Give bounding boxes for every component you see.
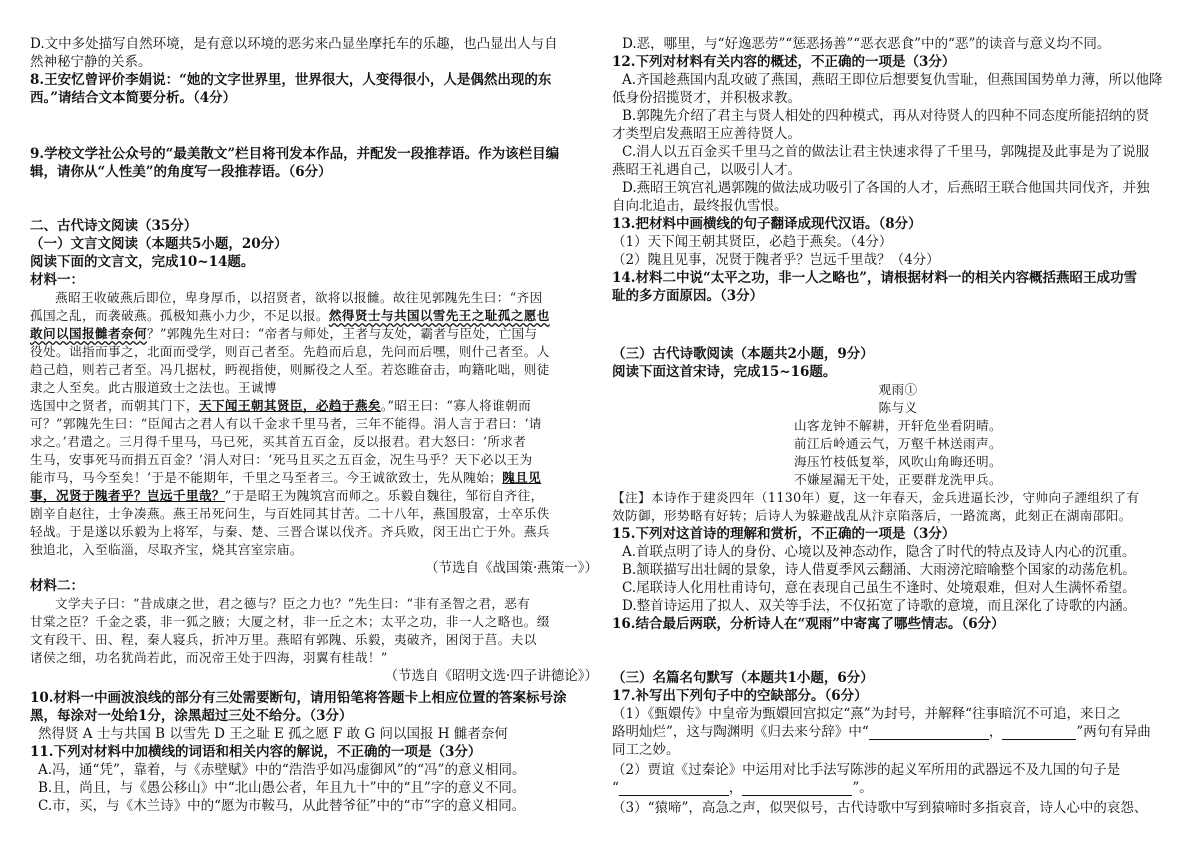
- question-12: 12.下列对材料有关内容的概述，不正确的一项是（3分）: [612, 54, 956, 70]
- poem-author: 陈与义: [878, 400, 918, 415]
- answer-blank[interactable]: [619, 783, 729, 796]
- question-12-option-b-cont: 才类型启发燕昭王应善待贤人。: [612, 126, 801, 142]
- wavy-underline-segment: 敢问以国报雠者奈何: [30, 326, 147, 341]
- subsection-heading-4: （三）名篇名句默写（本题共1小题，6分）: [612, 670, 874, 686]
- poem-line: 山客龙钟不解耕，开轩危坐看阴晴。: [794, 418, 1002, 433]
- classical-text-line: 燕昭王收破燕后即位，卑身厚币，以招贤者，欲将以报雠。故往见郭隗先生曰：“齐因: [55, 290, 543, 305]
- section-heading-2: 二、古代诗文阅读（35分）: [30, 218, 198, 234]
- question-13-item-1: （1）天下闻王朝其贤臣，必趋于燕矣。（4分）: [612, 234, 893, 250]
- classical-text-line: 趋己趋，则若己者至。冯几据杖，眄视指使，则厮役之人至。若恣睢奋击，呴籍叱咄，则徒: [30, 362, 550, 377]
- question-10: 10.材料一中画波浪线的部分有三处需要断句，请用铅笔将答题卡上相应位置的答案标号涂: [30, 690, 567, 706]
- poem-title: 观雨①: [878, 382, 918, 397]
- classical-text-line: 独追北，入至临淄，尽取齐宝，烧其宫室宗庙。: [30, 542, 303, 557]
- classical-text-line: 求之。’君遣之。三月得千里马，马已死，买其首五百金，反以报君。君大怒曰：‘所求者: [30, 434, 527, 449]
- question-12-option-a-cont: 低身份招揽贤才，并积极求教。: [612, 90, 801, 106]
- instruction-3: 阅读下面这首宋诗，完成15~16题。: [612, 364, 837, 380]
- question-15-option-b: B.颔联描写出壮阔的景象，诗人借夏季风云翻涌、大雨滂沱暗喻整个国家的动荡危机。: [622, 562, 1136, 578]
- classical-text-line: 剧辛自赵往，士争凑燕。燕王吊死问生，与百姓同其甘苦。二十八年，燕国殷富，士卒乐佚: [30, 506, 550, 521]
- question-11: 11.下列对材料中加横线的词语和相关内容的解说，不正确的一项是（3分）: [30, 744, 482, 760]
- source-citation-1: （节选自《战国策·燕策一》）: [424, 560, 598, 576]
- question-13-item-2: （2）隗且见事，况贤于隗者乎？岂远千里哉？（4分）: [612, 252, 940, 268]
- question-11-option-d: D.恶，哪里，与“好逸恶劳”“惩恶扬善”“恶衣恶食”中的“恶”的读音与意义均不同。: [622, 36, 1111, 52]
- question-9: 9.学校文学社公众号的“最美散文”栏目将刊发本作品，并配发一段推荐语。作为该栏目编: [30, 146, 560, 162]
- question-8: 8.王安忆曾评价李娟说：“她的文字世界里，世界很大，人变得很小，人是偶然出现的东: [30, 72, 552, 88]
- poem-line: 前江后岭通云气，万壑千林送雨声。: [794, 436, 1002, 451]
- poem-note: 【注】本诗作于建炎四年（1130年）夏，这一年春天，金兵进逼长沙，守帅向子諲组织了有: [612, 490, 1140, 505]
- question-11-option-c: C.市，买，与《木兰诗》中的“愿为市鞍马，从此替爷征”中的“市”字的意义相同。: [38, 798, 526, 814]
- classical-text-line: 文有段干、田、程，秦人寝兵，折冲万里。燕昭有郭隗、乐毅，夷破齐，困闵于莒。夫以: [30, 632, 537, 647]
- subsection-heading-3: （三）古代诗歌阅读（本题共2小题，9分）: [612, 346, 874, 362]
- question-15-option-c: C.尾联诗人化用杜甫诗句，意在表现自己虽生不逢时、处境艰难，但对人生满怀希望。: [622, 580, 1136, 596]
- question-14: 14.材料二中说“太平之功，非一人之略也”，请根据材料一的相关内容概括燕昭王成功雪: [612, 270, 1138, 286]
- poem-note-cont: 效防御，形势略有好转；后诗人为躲避战乱从汴京陷落后，一路流离，此刻正在湖南邵阳。: [612, 508, 1132, 523]
- classical-text-line: 孤国之乱，而袭破燕。孤极知燕小力少，不足以报。然得贤士与共国以雪先王之耻孤之愿也: [30, 308, 550, 323]
- classical-text-line: 隶之人至矣。此古服道致士之法也。王诚博: [30, 380, 277, 395]
- classical-text-line: 生马，安事死马而捐五百金？’涓人对曰：‘死马且买之五百金，况生马乎？天下必以王为: [30, 452, 533, 467]
- classical-text-line: 事，况贤于隗者乎？岂远千里哉？”于是昭王为隗筑宫而师之。乐毅自魏往，邹衍自齐往，: [30, 488, 544, 503]
- question-17: 17.补写出下列句子中的空缺部分。（6分）: [612, 688, 868, 704]
- underlined-sentence: 事，况贤于隗者乎？岂远千里哉？: [30, 488, 225, 503]
- classical-text-line: 甘棠之臣？千金之裘，非一狐之腋；大厦之材，非一丘之木；太平之功，非一人之略也。缀: [30, 614, 550, 629]
- source-citation-2: （节选自《昭明文选·四子讲德论》）: [384, 668, 598, 684]
- question-17-item-3: （3）“猿啼”，高急之声，似哭似号，古代诗歌中写到猿啼时多指哀音，诗人心中的哀怨、: [612, 800, 1148, 816]
- question-12-option-d-cont: 自向北追击，最终报仇雪恨。: [612, 198, 788, 214]
- classical-text-line: 选国中之贤者，而朝其门下，天下闻王朝其贤臣，必趋于燕矣。”昭王曰：“寡人将谁朝而: [30, 398, 532, 413]
- poem-line: 不嫌屋漏无干处，正要群龙洗甲兵。: [794, 472, 1002, 487]
- classical-text-line: 能市马，马今至矣！’于是不能期年，千里之马至者三。今王诚欲致士，先从隗始；隗且见: [30, 470, 542, 485]
- question-15: 15.下列对这首诗的理解和赏析，不正确的一项是（3分）: [612, 526, 956, 542]
- classical-text-line: 敢问以国报雠者奈何？”郭隗先生对曰：“帝者与师处，王者与友处，霸者与臣处，亡国与: [30, 326, 538, 341]
- question-13: 13.把材料中画横线的句子翻译成现代汉语。（8分）: [612, 216, 922, 232]
- question-12-option-c-cont: 燕昭王礼遇自己，以吸引人才。: [612, 162, 801, 178]
- question-17-item-1: （1）《甄嬛传》中皇帝为甄嬛回宫拟定“熹”为封号，并解释“往事暗沉不可追，来日之: [612, 706, 1121, 722]
- question-16: 16.结合最后两联，分析诗人在“观雨”中寄寓了哪些情志。（6分）: [612, 616, 1005, 632]
- classical-text-line: 役处。诎指而事之，北面而受学，则百己者至。先趋而后息，先问而后嘿，则什己者至。人: [30, 344, 550, 359]
- question-12-option-c: C.涓人以五百金买千里马之首的做法让君主快速求得了千里马，郭隗提及此事是为了说服: [622, 144, 1150, 160]
- classical-text-line: 诸侯之细，功名犹尚若此，而况帝王处于四海，羽翼有桂哉！”: [30, 650, 388, 665]
- question-17-item-1-cont: 路明灿烂”，这与陶渊明《归去来兮辞》中“ ， ”两句有异曲: [612, 724, 1151, 740]
- poem-line: 海压竹枝低复举，风吹山角晦还明。: [794, 454, 1002, 469]
- question-14-cont: 耻的多方面原因。（3分）: [612, 288, 764, 304]
- question-9-cont: 辑，请你从“人性美”的角度写一段推荐语。（6分）: [30, 164, 332, 180]
- option-d-text: D.文中多处描写自然环境，是有意以环境的恶劣来凸显坐摩托车的乐趣，也凸显出人与自: [30, 36, 558, 52]
- answer-blank[interactable]: [869, 727, 989, 740]
- question-12-option-d: D.燕昭王筑宫礼遇郭隗的做法成功吸引了各国的人才，后燕昭王联合他国共同伐齐，并独: [622, 180, 1150, 196]
- classical-text-line: 文学夫子曰：“昔成康之世，君之德与？臣之力也？”先生曰：“非有圣智之君，恶有: [55, 596, 531, 611]
- question-15-option-a: A.首联点明了诗人的身份、心境以及神态动作，隐含了时代的特点及诗人内心的沉重。: [622, 544, 1136, 560]
- option-d-text-cont: 然神秘宁静的关系。: [30, 54, 152, 70]
- classical-text-line: 轻战。于是遂以乐毅为上将军，与秦、楚、三晋合谋以伐齐。齐兵败，闵王出亡于外。燕兵: [30, 524, 550, 539]
- question-11-option-a: A.冯，通“凭”，靠着，与《赤壁赋》中的“浩浩乎如冯虚御风”的“冯”的意义相同。: [38, 762, 526, 778]
- answer-blank[interactable]: [742, 783, 852, 796]
- question-17-item-2: （2）贾谊《过秦论》中运用对比手法写陈涉的起义军所用的武器远不及九国的句子是: [612, 762, 1121, 778]
- material-2-label: 材料二：: [30, 578, 84, 594]
- question-10-cont: 黑，每涂对一处给1分，涂黑超过三处不给分。（3分）: [30, 708, 353, 724]
- subsection-heading-1: （一）文言文阅读（本题共5小题，20分）: [30, 236, 288, 252]
- question-12-option-a: A.齐国趁燕国内乱攻破了燕国，燕昭王即位后想要复仇雪耻，但燕国国势单力薄，所以他降: [622, 72, 1163, 88]
- wavy-underline-segment: 然得贤士与共国以雪先王之耻孤之愿也: [328, 308, 550, 323]
- question-17-item-2-cont: “ ， ”。: [612, 780, 873, 796]
- question-15-option-d: D.整首诗运用了拟人、双关等手法，不仅拓宽了诗歌的意境，而且深化了诗歌的内涵。: [622, 598, 1137, 614]
- question-17-item-1-end: 同工之妙。: [612, 742, 680, 758]
- answer-blank[interactable]: [1002, 727, 1076, 740]
- question-8-cont: 西。”请结合文本简要分析。（4分）: [30, 90, 237, 106]
- classical-text-line: 可？”郭隗先生曰：“臣闻古之君人有以千金求千里马者，三年不能得。涓人言于君曰：‘请: [30, 416, 542, 431]
- material-1-label: 材料一：: [30, 272, 84, 288]
- question-11-option-b: B.且，尚且，与《愚公移山》中“北山愚公者，年且九十”中的“且”字的意义不同。: [38, 780, 526, 796]
- underlined-sentence: 隗且见: [502, 470, 542, 485]
- underlined-sentence: 天下闻王朝其贤臣，必趋于燕矣: [198, 398, 381, 413]
- question-12-option-b: B.郭隗先介绍了君主与贤人相处的四种模式，再从对待贤人的四种不同态度所能招纳的贤: [622, 108, 1150, 124]
- instruction-1: 阅读下面的文言文，完成10~14题。: [30, 254, 255, 270]
- question-10-options: 然得贤 A 士与共国 B 以雪先 D 王之耻 E 孤之愿 F 敢 G 问以国报 H 雠者奈何: [38, 726, 508, 742]
